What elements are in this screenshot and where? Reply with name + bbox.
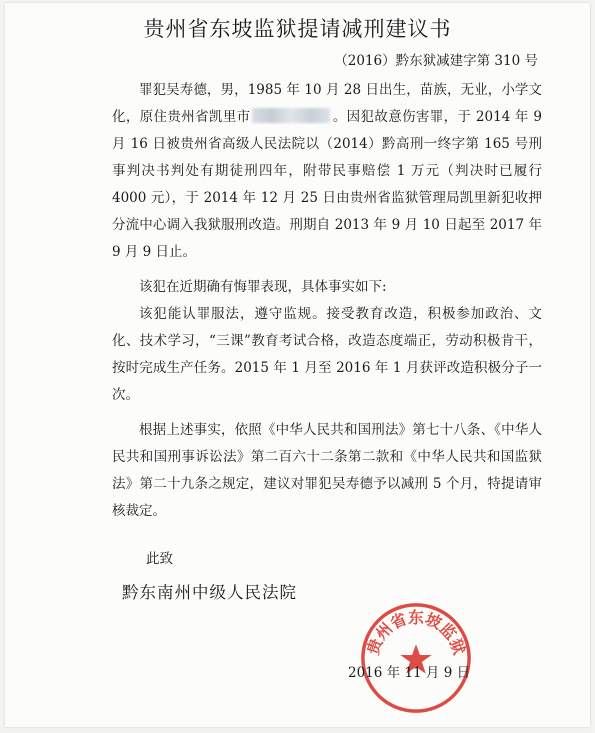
paragraph-1-part-1: 罪犯吴寿德，男，1985 年 10 月 28 日出生，苗族，无业，小学文化，原住贵州省凯里市 [112, 82, 542, 125]
document-title: 贵州省东坡监狱提请减刑建议书 [143, 17, 452, 41]
paragraph-3: 该犯能认罪服法，遵守监规。接受教育改造，积极参加政治、文化、技术学习，“三课”教育考试合格，改造态度端正，劳动积极肯干，按时完成生产任务。2015 年 1 月至 2016 年 1 月获评改造积极分子一次。 [112, 306, 542, 403]
recipient-court: 黔东南州中级人民法院 [122, 583, 297, 602]
paragraph-2: 该犯在近期确有悔罪表现，具体事实如下: [139, 279, 387, 295]
paragraph-1-part-2: 。因犯故意伤害罪，于 2014 年 9 月 16 日被贵州省高级人民法院以（2014）黔高刑一终字第 165 号刑事判决书判处有期徒刑四年，附带民事赔偿 1 万元（判决时已履行 4000 元），于 2014 年 12 月 25 日由贵州省监狱管理局凯里新犯收押分流中心调入我狱服刑改造。刑期自 2013 年 9 月 10 日起至 2017 年 9 月 9 日止。 [112, 109, 542, 260]
seal-text: 贵州省东坡监狱 [363, 607, 469, 658]
document-number: （2016）黔东狱减建字第 310 号 [334, 53, 538, 69]
closing-salutation: 此致 [146, 551, 173, 567]
document-body [112, 77, 542, 525]
paragraph-4: 根据上述事实，依照《中华人民共和国刑法》第七十八条、《中华人民共和国刑事诉讼法》第二百六十二条第二款和《中华人民共和国监狱法》第二十九条之规定，建议对罪犯吴寿德予以减刑 5 个月，特提请审核裁定。 [112, 422, 542, 519]
official-seal-stamp [357, 599, 475, 717]
redacted-address [252, 108, 330, 123]
document-page [5, 3, 590, 727]
paragraph-1 [112, 77, 542, 266]
document-date: 2016 年 11 月 9 日 [348, 665, 471, 681]
